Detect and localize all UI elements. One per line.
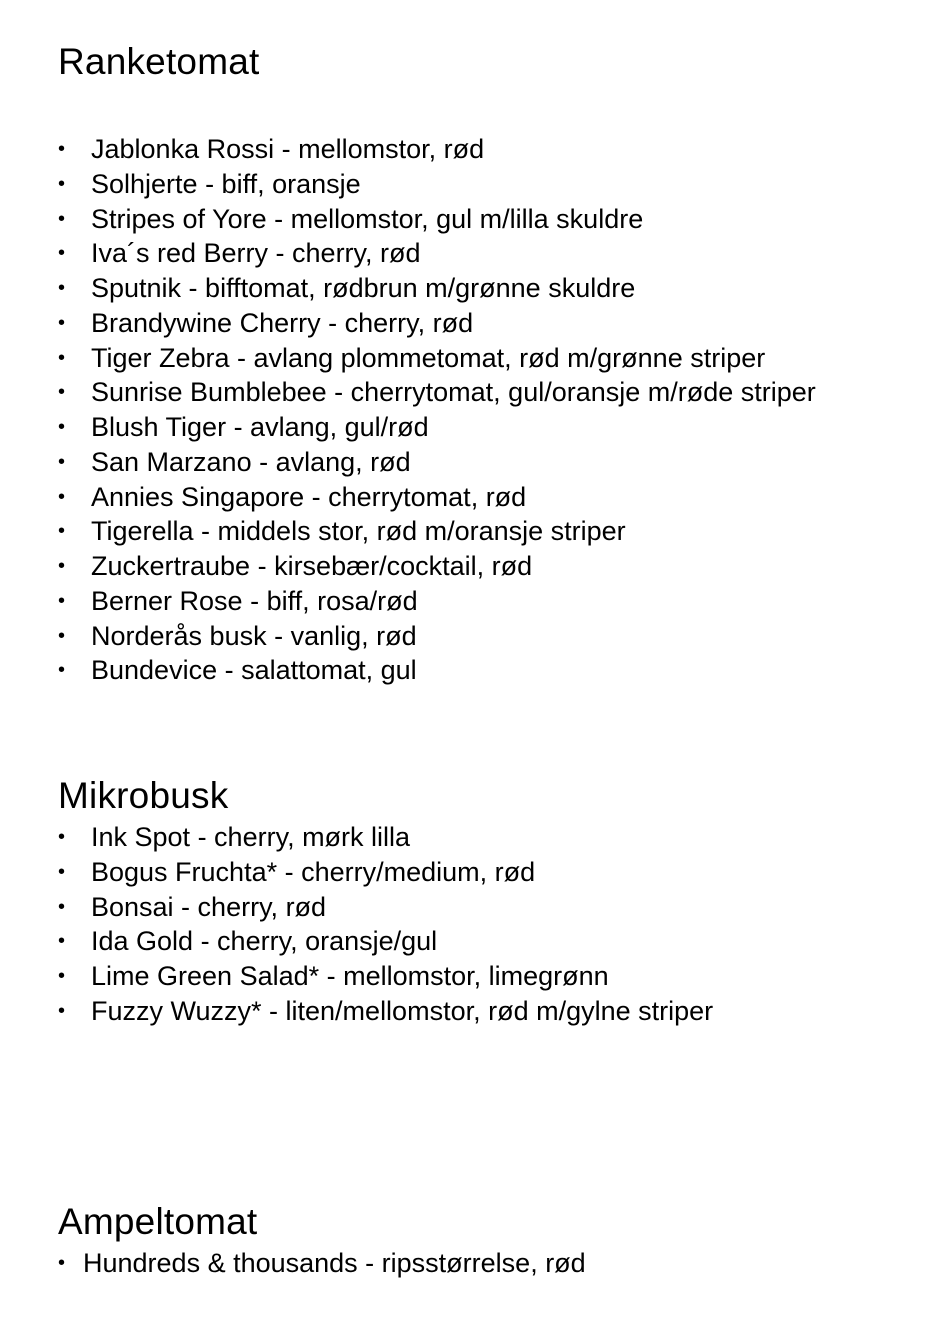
bullet-icon: • [58, 555, 66, 577]
list-item-text: Annies Singapore - cherrytomat, rød [91, 481, 527, 512]
list-item-text: San Marzano - avlang, rød [91, 446, 411, 477]
bullet-icon: • [58, 826, 66, 848]
list-item-text: Jablonka Rossi - mellomstor, rød [91, 134, 485, 164]
section-heading-ranketomat: Ranketomat [58, 41, 260, 82]
list-item [0, 410, 928, 445]
bullet-icon: • [58, 895, 66, 918]
bullet-icon: • [58, 207, 66, 230]
bullet-icon: • [58, 138, 66, 160]
bullet-icon: • [58, 311, 66, 334]
list-item [0, 584, 928, 619]
bullet-icon: • [58, 1252, 66, 1274]
list-item-text: Blush Tiger - avlang, gul/rød [91, 412, 429, 442]
list-item-text: Tiger Zebra - avlang plommetomat, rød m/grønne striper [91, 342, 766, 373]
bullet-icon: • [58, 965, 66, 987]
bullet-icon: • [58, 242, 66, 265]
section-heading-ampeltomat: Ampeltomat [58, 1201, 258, 1242]
bullet-icon: • [58, 860, 66, 883]
list-item [0, 375, 928, 410]
list-item [0, 1246, 928, 1281]
list-item [0, 514, 928, 549]
variety-list-ampeltomat [0, 1246, 928, 1281]
bullet-icon: • [58, 485, 66, 508]
list-item-text: Bundevice - salattomat, gul [91, 655, 417, 686]
list-item-text: Brandywine Cherry - cherry, rød [91, 307, 474, 338]
list-item [0, 202, 928, 237]
list-item [0, 236, 928, 271]
list-item-text: Sputnik - bifftomat, rødbrun m/grønne skuldre [91, 273, 636, 303]
bullet-icon: • [58, 930, 66, 953]
bullet-icon: • [58, 520, 66, 543]
bullet-icon: • [58, 346, 66, 369]
bullet-icon: • [58, 277, 66, 299]
list-item-text: Berner Rose - biff, rosa/rød [91, 585, 418, 616]
list-item-text: Bonsai - cherry, rød [91, 891, 327, 922]
list-item-text: Ida Gold - cherry, oransje/gul [91, 926, 438, 957]
list-item-text: Stripes of Yore - mellomstor, gul m/lilla skuldre [91, 203, 644, 234]
list-item [0, 549, 928, 584]
list-item [0, 167, 928, 202]
list-item-text: Fuzzy Wuzzy* - liten/mellomstor, rød m/gylne striper [91, 995, 714, 1026]
list-item-text: Solhjerte - biff, oransje [91, 168, 361, 199]
list-item-text: Bogus Fruchta* - cherry/medium, rød [91, 856, 536, 887]
bullet-icon: • [58, 589, 66, 612]
list-item-text: Zuckertraube - kirsebær/cocktail, rød [91, 551, 533, 581]
list-item [0, 480, 928, 515]
bullet-icon: • [58, 659, 66, 682]
list-item [0, 890, 928, 925]
section-heading-mikrobusk: Mikrobusk [58, 775, 229, 816]
list-item [0, 820, 928, 855]
variety-list-mikrobusk [0, 820, 928, 1029]
variety-list-ranketomat [0, 132, 928, 688]
list-item [0, 855, 928, 890]
bullet-icon: • [58, 999, 66, 1022]
bullet-icon: • [58, 450, 66, 473]
list-item-text: Tigerella - middels stor, rød m/oransje striper [91, 516, 626, 547]
list-item-text: Ink Spot - cherry, mørk lilla [91, 822, 411, 852]
list-item [0, 619, 928, 654]
list-item [0, 959, 928, 994]
list-item [0, 924, 928, 959]
list-item [0, 445, 928, 480]
bullet-icon: • [58, 381, 66, 404]
list-item [0, 306, 928, 341]
list-item-text: Iva´s red Berry - cherry, rød [91, 238, 421, 269]
list-item-text: Lime Green Salad* - mellomstor, limegrønn [91, 961, 609, 991]
list-item [0, 271, 928, 306]
list-item-text: Hundreds & thousands - ripsstørrelse, rød [83, 1248, 586, 1278]
list-item [0, 132, 928, 167]
bullet-icon: • [58, 172, 66, 195]
bullet-icon: • [58, 624, 66, 647]
list-item-text: Sunrise Bumblebee - cherrytomat, gul/oransje m/røde striper [91, 377, 816, 408]
list-item [0, 341, 928, 376]
list-item-text: Norderås busk - vanlig, rød [91, 620, 417, 651]
list-item [0, 994, 928, 1029]
list-item [0, 653, 928, 688]
bullet-icon: • [58, 416, 66, 438]
